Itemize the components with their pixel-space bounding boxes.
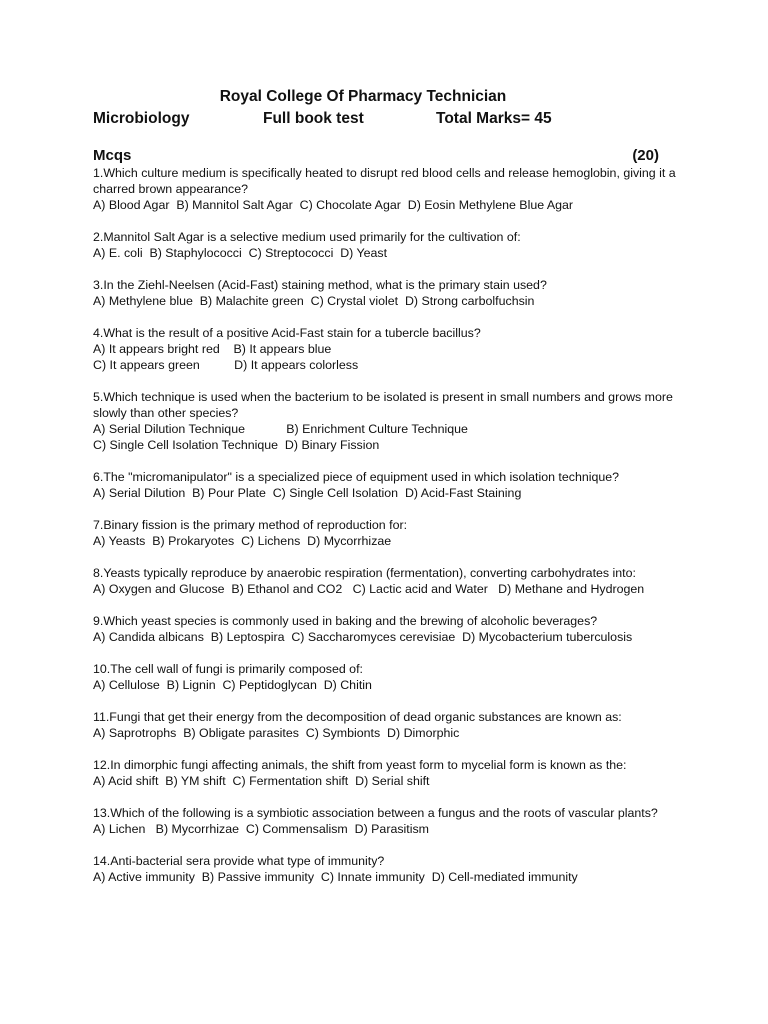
answer-options: A) Lichen B) Mycorrhizae C) Commensalism D) Parasitism <box>93 822 429 836</box>
question-item <box>93 613 683 645</box>
question-text: 5.Which technique is used when the bacterium to be isolated is present in small numbers and grows more slowly than other species? <box>93 390 673 420</box>
question-list <box>93 165 683 885</box>
question-text: 9.Which yeast species is commonly used in baking and the brewing of alcoholic beverages? <box>93 614 598 628</box>
question-item <box>93 853 683 885</box>
answer-options: A) Acid shift B) YM shift C) Fermentation shift D) Serial shift <box>93 774 430 788</box>
question-item <box>93 565 683 597</box>
question-text: 6.The "micromanipulator" is a specialized piece of equipment used in which isolation technique? <box>93 470 620 484</box>
question-text: 10.The cell wall of fungi is primarily composed of: <box>93 662 363 676</box>
question-item <box>93 325 683 373</box>
test-name-label: Full book test <box>263 110 364 127</box>
question-text: 3.In the Ziehl-Neelsen (Acid-Fast) staining method, what is the primary stain used? <box>93 278 547 292</box>
subject-label: Microbiology <box>93 110 190 127</box>
answer-options: A) Cellulose B) Lignin C) Peptidoglycan D) Chitin <box>93 678 372 692</box>
institution-title: Royal College Of Pharmacy Technician <box>219 88 507 105</box>
question-item <box>93 229 683 261</box>
question-text: 8.Yeasts typically reproduce by anaerobic respiration (fermentation), converting carbohydrates into: <box>93 566 636 580</box>
exam-subheader <box>93 108 768 130</box>
section-label: Mcqs <box>93 147 132 164</box>
answer-options: A) Oxygen and Glucose B) Ethanol and CO2 C) Lactic acid and Water D) Methane and Hydrogen <box>93 582 645 596</box>
question-text: 2.Mannitol Salt Agar is a selective medium used primarily for the cultivation of: <box>93 230 521 244</box>
answer-options: A) Blood Agar B) Mannitol Salt Agar C) Chocolate Agar D) Eosin Methylene Blue Agar <box>93 198 574 212</box>
answer-options: A) Yeasts B) Prokaryotes C) Lichens D) Mycorrhizae <box>93 534 392 548</box>
question-text: 14.Anti-bacterial sera provide what type of immunity? <box>93 854 385 868</box>
question-text: 7.Binary fission is the primary method of reproduction for: <box>93 518 408 532</box>
question-item <box>93 757 683 789</box>
answer-options: A) Serial Dilution Technique B) Enrichment Culture Technique <box>93 422 468 436</box>
section-marks: (20) <box>632 147 659 164</box>
question-item <box>93 469 683 501</box>
question-text: 1.Which culture medium is specifically heated to disrupt red blood cells and release hemoglobin, giving it a charred brown appearance? <box>93 166 676 196</box>
question-item <box>93 165 683 213</box>
answer-options: C) It appears green D) It appears colorless <box>93 358 359 372</box>
question-text: 13.Which of the following is a symbiotic association between a fungus and the roots of vascular plants? <box>93 806 658 820</box>
question-item <box>93 277 683 309</box>
question-text: 4.What is the result of a positive Acid-Fast stain for a tubercle bacillus? <box>93 326 481 340</box>
question-item <box>93 709 683 741</box>
answer-options: A) It appears bright red B) It appears blue <box>93 342 332 356</box>
question-text: 11.Fungi that get their energy from the decomposition of dead organic substances are known as: <box>93 710 622 724</box>
answer-options: C) Single Cell Isolation Technique D) Binary Fission <box>93 438 380 452</box>
question-text: 12.In dimorphic fungi affecting animals, the shift from yeast form to mycelial form is known as the: <box>93 758 627 772</box>
question-item <box>93 805 683 837</box>
section-header <box>93 147 659 165</box>
total-marks-label: Total Marks= 45 <box>436 110 552 127</box>
answer-options: A) Saprotrophs B) Obligate parasites C) Symbionts D) Dimorphic <box>93 726 460 740</box>
question-item <box>93 661 683 693</box>
answer-options: A) Methylene blue B) Malachite green C) Crystal violet D) Strong carbolfuchsin <box>93 294 535 308</box>
question-item <box>93 517 683 549</box>
answer-options: A) Active immunity B) Passive immunity C) Innate immunity D) Cell-mediated immunity <box>93 870 578 884</box>
question-item <box>93 389 683 453</box>
answer-options: A) E. coli B) Staphylococci C) Streptococci D) Yeast <box>93 246 388 260</box>
answer-options: A) Candida albicans B) Leptospira C) Saccharomyces cerevisiae D) Mycobacterium tuberculosis <box>93 630 633 644</box>
answer-options: A) Serial Dilution B) Pour Plate C) Single Cell Isolation D) Acid-Fast Staining <box>93 486 522 500</box>
